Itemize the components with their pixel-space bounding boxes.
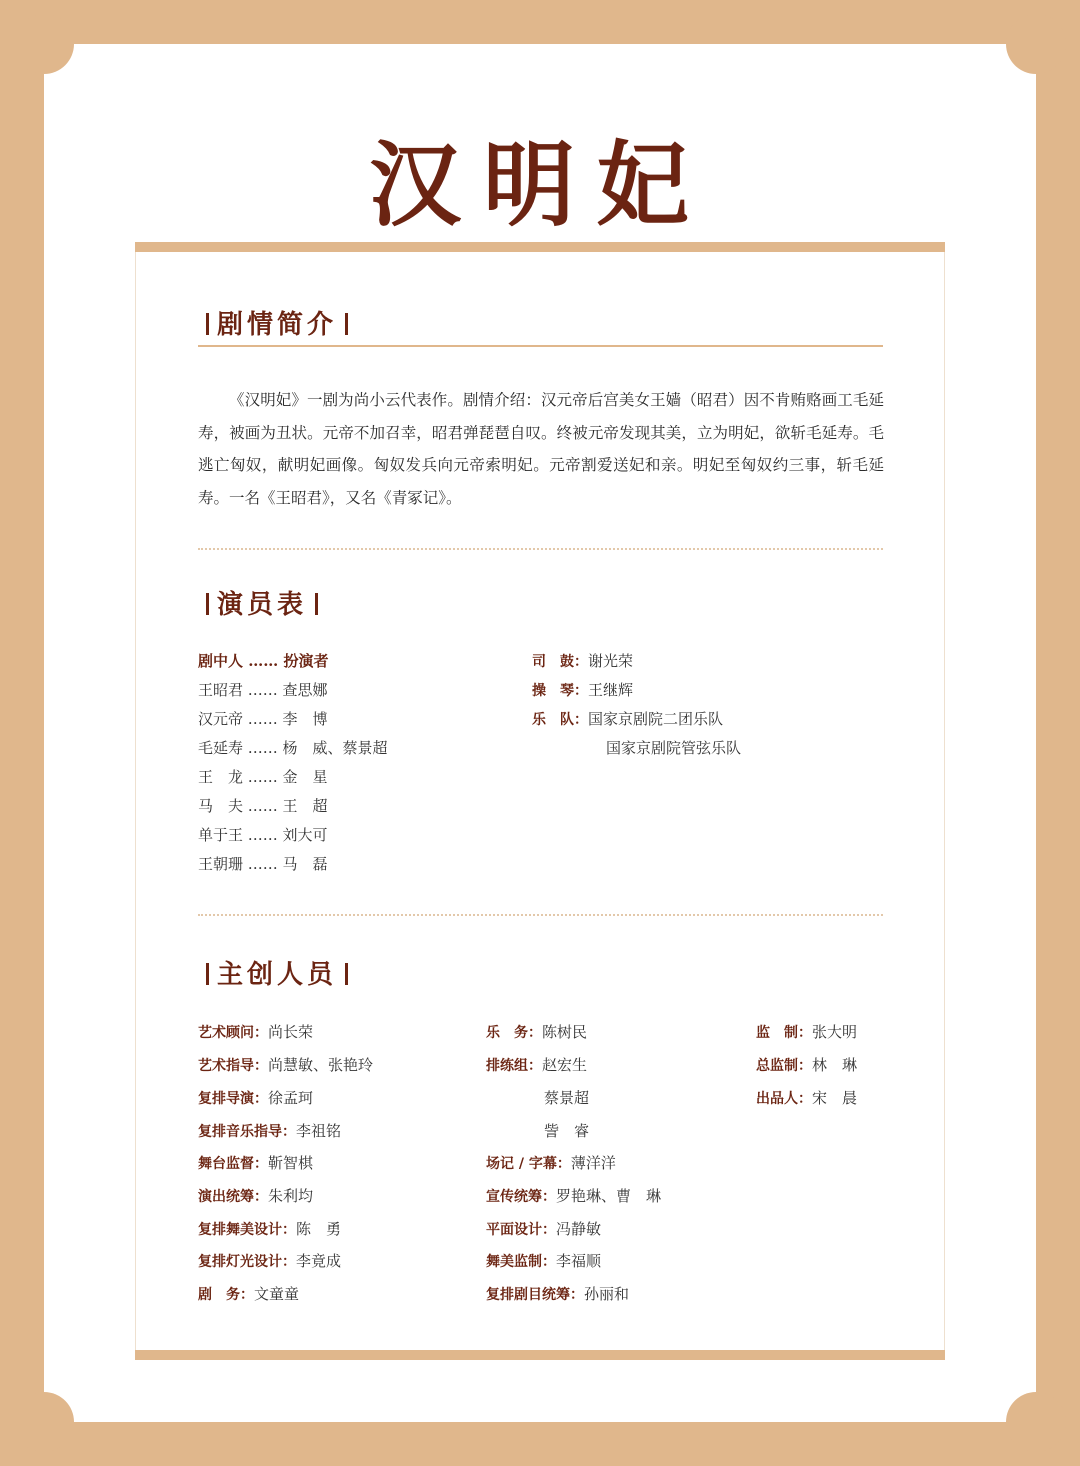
crew-value: 孙丽和 bbox=[584, 1285, 630, 1303]
crew-value: 冯静敏 bbox=[556, 1220, 602, 1238]
band-label: 操 琴： bbox=[532, 683, 588, 699]
band-row bbox=[606, 737, 741, 758]
crew-label: 剧 务： bbox=[198, 1287, 254, 1303]
crew-label: 宣传统筹： bbox=[486, 1189, 556, 1205]
crew-value: 罗艳琳、曹 琳 bbox=[556, 1187, 662, 1205]
crew-item bbox=[198, 1185, 313, 1206]
band-row bbox=[532, 708, 723, 729]
corner-decoration bbox=[1006, 1392, 1066, 1452]
cast-row: 马 夫 …… 王 超 bbox=[198, 797, 328, 815]
cast-row: 王昭君 …… 查思娜 bbox=[198, 681, 328, 699]
corner-decoration bbox=[1006, 14, 1066, 74]
band-value: 国家京剧院二团乐队 bbox=[588, 710, 724, 728]
cast-row: 毛延寿 …… 杨 威、蔡景超 bbox=[198, 739, 388, 757]
crew-value: 赵宏生 bbox=[542, 1056, 588, 1074]
crew-value: 靳智棋 bbox=[268, 1154, 314, 1172]
crew-item bbox=[756, 1054, 857, 1075]
crew-label: 演出统筹： bbox=[198, 1189, 268, 1205]
cast-row: 王 龙 …… 金 星 bbox=[198, 768, 328, 786]
crew-label: 复排灯光设计： bbox=[198, 1254, 296, 1270]
crew-value: 蔡景超 bbox=[544, 1089, 590, 1107]
band-row bbox=[532, 650, 633, 671]
crew-label: 总监制： bbox=[756, 1058, 812, 1074]
cast-heading bbox=[198, 584, 326, 621]
corner-decoration bbox=[14, 1392, 74, 1452]
crew-label: 复排剧目统筹： bbox=[486, 1287, 584, 1303]
crew-label: 出品人： bbox=[756, 1091, 812, 1107]
crew-item bbox=[198, 1152, 313, 1173]
crew-value: 徐孟珂 bbox=[268, 1089, 314, 1107]
crew-item bbox=[486, 1152, 616, 1173]
crew-item bbox=[544, 1120, 589, 1141]
crew-label: 复排导演： bbox=[198, 1091, 268, 1107]
cast-row: 单于王 …… 刘大可 bbox=[198, 826, 328, 844]
synopsis-text: 《汉明妃》一剧为尚小云代表作。剧情介绍：汉元帝后宫美女王嫱（昭君）因不肯贿赂画工毛延寿，被画为丑状。元帝不加召幸，昭君弹琵琶自叹。终被元帝发现其美，立为明妃，欲斩毛延寿。毛逃亡匈奴，献明妃画像。匈奴发兵向元帝索明妃。元帝割爱送妃和亲。明妃至匈奴约三事，斩毛延寿。一名《王昭君》，又名《青冢记》。 bbox=[198, 391, 884, 507]
crew-item bbox=[198, 1087, 313, 1108]
crew-item bbox=[756, 1087, 857, 1108]
band-row bbox=[532, 679, 633, 700]
crew-item bbox=[544, 1087, 589, 1108]
crew-item bbox=[756, 1021, 857, 1042]
band-value: 国家京剧院管弦乐队 bbox=[606, 739, 742, 757]
crew-value: 薄洋洋 bbox=[570, 1154, 616, 1172]
heading-bar bbox=[345, 313, 348, 335]
crew-value: 李祖铭 bbox=[296, 1122, 342, 1140]
crew-label: 场记 / 字幕： bbox=[486, 1156, 571, 1172]
panel-border bbox=[944, 252, 945, 1350]
panel-top-bar bbox=[135, 242, 945, 252]
crew-value: 林 琳 bbox=[812, 1056, 858, 1074]
crew-item bbox=[486, 1250, 601, 1271]
heading-rule bbox=[198, 345, 883, 347]
crew-label: 舞美监制： bbox=[486, 1254, 556, 1270]
dotted-divider bbox=[198, 914, 883, 916]
crew-label: 乐 务： bbox=[486, 1025, 542, 1041]
page-title: 汉明妃 bbox=[368, 131, 711, 239]
crew-value: 宋 晨 bbox=[812, 1089, 858, 1107]
crew-value: 尚慧敏、张艳玲 bbox=[268, 1056, 374, 1074]
crew-value: 尚长荣 bbox=[268, 1023, 314, 1041]
crew-label: 舞台监督： bbox=[198, 1156, 268, 1172]
cast-row: 汉元帝 …… 李 博 bbox=[198, 710, 328, 728]
crew-item bbox=[198, 1054, 373, 1075]
band-label: 乐 队： bbox=[532, 712, 588, 728]
band-label: 司 鼓： bbox=[532, 654, 588, 670]
crew-item bbox=[198, 1283, 299, 1304]
crew-label: 排练组： bbox=[486, 1058, 542, 1074]
heading-bar bbox=[206, 593, 209, 615]
crew-item bbox=[486, 1054, 587, 1075]
crew-label: 艺术顾问： bbox=[198, 1025, 268, 1041]
crew-label: 艺术指导： bbox=[198, 1058, 268, 1074]
crew-value: 陈 勇 bbox=[296, 1220, 342, 1238]
crew-item bbox=[486, 1185, 661, 1206]
heading-text: 演员表 bbox=[217, 590, 308, 620]
crew-label: 平面设计： bbox=[486, 1222, 556, 1238]
corner-decoration bbox=[14, 14, 74, 74]
dotted-divider bbox=[198, 548, 883, 550]
crew-value: 朱利均 bbox=[268, 1187, 314, 1205]
crew-label: 复排舞美设计： bbox=[198, 1222, 296, 1238]
heading-bar bbox=[315, 593, 318, 615]
crew-value: 文童童 bbox=[254, 1285, 300, 1303]
crew-item bbox=[198, 1120, 341, 1141]
heading-text: 剧情简介 bbox=[217, 310, 338, 340]
heading-bar bbox=[206, 313, 209, 335]
crew-label: 复排音乐指导： bbox=[198, 1124, 296, 1140]
heading-bar bbox=[345, 963, 348, 985]
crew-item bbox=[486, 1021, 587, 1042]
crew-item bbox=[486, 1218, 601, 1239]
panel-bottom-bar bbox=[135, 1350, 945, 1360]
synopsis-heading bbox=[198, 304, 356, 341]
crew-item bbox=[486, 1283, 629, 1304]
band-value: 王继辉 bbox=[588, 681, 634, 699]
heading-bar bbox=[206, 963, 209, 985]
crew-item bbox=[198, 1218, 341, 1239]
crew-value: 李竟成 bbox=[296, 1252, 342, 1270]
heading-text: 主创人员 bbox=[217, 960, 338, 990]
panel-border bbox=[135, 252, 136, 1350]
crew-value: 李福顺 bbox=[556, 1252, 602, 1270]
crew-item bbox=[198, 1021, 313, 1042]
crew-value: 陈树民 bbox=[542, 1023, 588, 1041]
crew-value: 张大明 bbox=[812, 1023, 858, 1041]
band-value: 谢光荣 bbox=[588, 652, 634, 670]
cast-header: 剧中人 …… 扮演者 bbox=[198, 652, 329, 670]
cast-row: 王朝珊 …… 马 磊 bbox=[198, 855, 328, 873]
crew-heading bbox=[198, 954, 356, 991]
crew-value: 訾 睿 bbox=[544, 1122, 590, 1140]
crew-item bbox=[198, 1250, 341, 1271]
crew-label: 监 制： bbox=[756, 1025, 812, 1041]
